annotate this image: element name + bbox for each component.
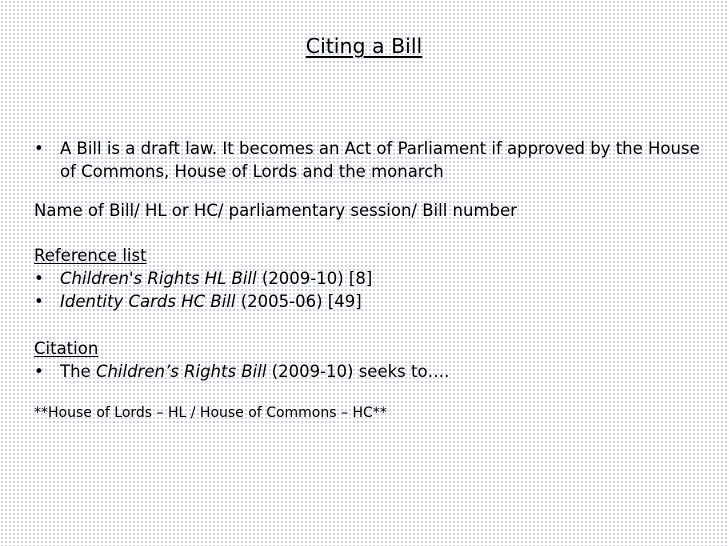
footnote: **House of Lords – HL / House of Commons – HC** [34,405,387,421]
reference-item [34,267,706,290]
reference-item-details: (2009-10) [8] [256,269,373,288]
reference-list-section [34,244,706,313]
slide-content [34,137,706,423]
citation-example [34,360,706,383]
citation-section [34,337,706,383]
reference-item-title: Identity Cards HC Bill [60,292,236,311]
citation-heading: Citation [34,339,99,358]
citation-prefix: The [60,362,96,381]
format-line: Name of Bill/ HL or HC/ parliamentary session/ Bill number [34,201,517,220]
reference-list-heading: Reference list [34,246,147,265]
intro-bullet: • A Bill is a draft law. It becomes an Act of Parliament if approved by the House of Commons, House of Lords and the monarch [34,137,706,183]
reference-item-details: (2005-06) [49] [235,292,362,311]
slide-title: Citing a Bill [305,34,423,58]
citation-title: Children’s Rights Bill [95,362,267,381]
reference-item-title: Children's Rights HL Bill [60,269,257,288]
reference-item [34,290,706,313]
citation-suffix: (2009-10) seeks to…. [266,362,450,381]
